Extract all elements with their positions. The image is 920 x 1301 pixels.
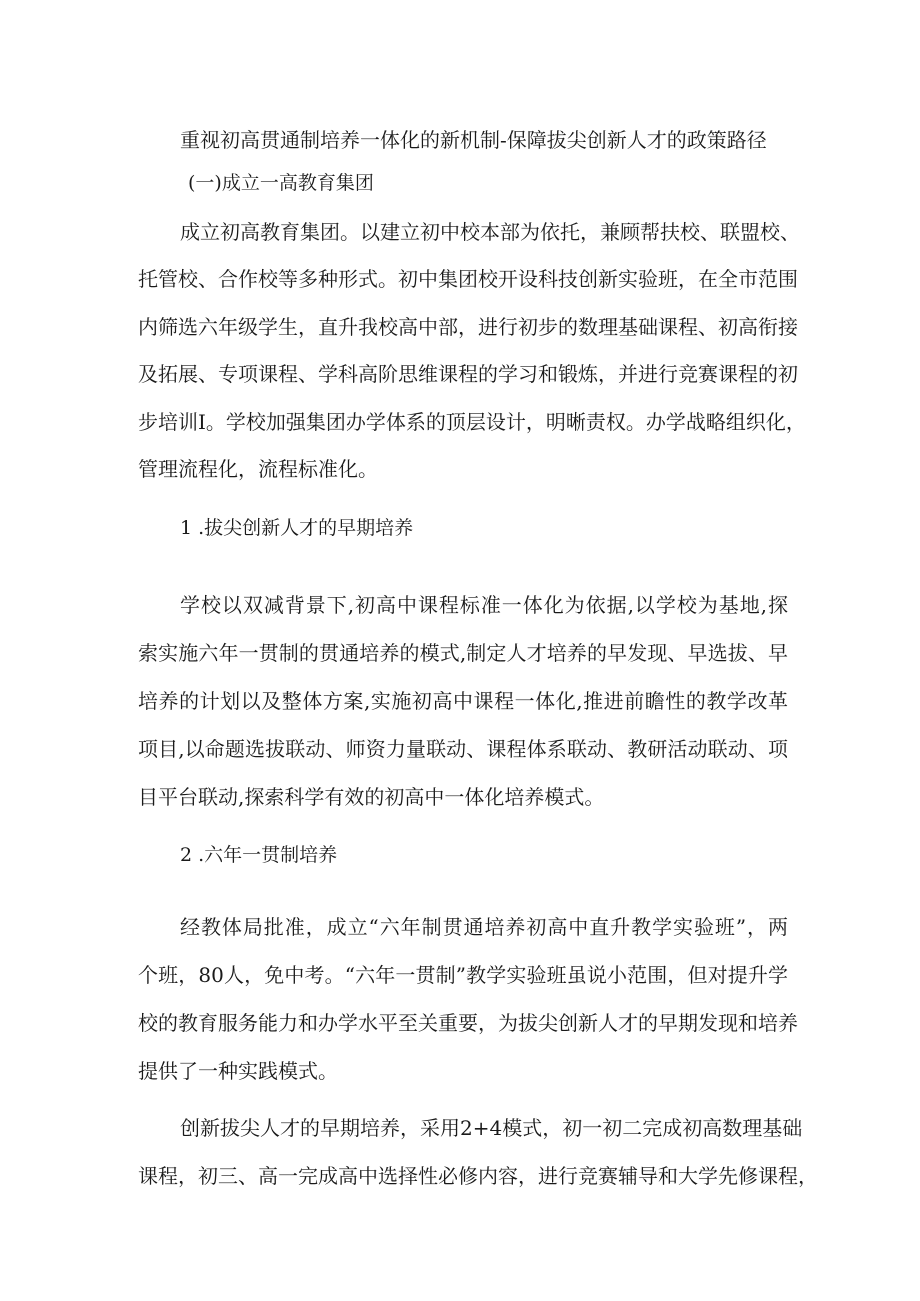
paragraph-line: 个班，80人，免中考。“六年一贯制”教学实验班虽说小范围，但对提升学 xyxy=(138,963,788,987)
document-title: 重视初高贯通制培养一体化的新机制-保障拔尖创新人才的政策路径 xyxy=(180,128,767,152)
paragraph-line: 培养的计划以及整体方案,实施初高中课程一体化,推进前瞻性的教学改革 xyxy=(138,689,788,713)
subsection-heading-2: 2 .六年一贯制培养 xyxy=(180,844,338,866)
paragraph-line: 目平台联动,探索科学有效的初高中一体化培养模式。 xyxy=(138,785,605,809)
paragraph-line: 课程，初三、高一完成高中选择性必修内容，进行竞赛辅导和大学先修课程， xyxy=(138,1164,818,1188)
paragraph-line: 管理流程化，流程标准化。 xyxy=(138,457,378,481)
paragraph-line: 成立初高教育集团。以建立初中校本部为依托，兼顾帮扶校、联盟校、 xyxy=(180,220,800,244)
paragraph-line: 内筛选六年级学生，直升我校高中部，进行初步的数理基础课程、初高衔接 xyxy=(138,315,798,339)
paragraph-line: 提供了一种实践模式。 xyxy=(138,1059,338,1083)
paragraph-line: 校的教育服务能力和办学水平至关重要，为拔尖创新人才的早期发现和培养 xyxy=(138,1011,798,1035)
paragraph-line: 创新拔尖人才的早期培养，采用2+4模式，初一初二完成初高数理基础 xyxy=(180,1116,803,1140)
paragraph-line: 经教体局批准，成立“六年制贯通培养初高中直升教学实验班”，两 xyxy=(180,915,788,939)
paragraph-line: 托管校、合作校等多种形式。初中集团校开设科技创新实验班，在全市范围 xyxy=(138,267,798,291)
paragraph-line: 及拓展、专项课程、学科高阶思维课程的学习和锻炼，并进行竞赛课程的初 xyxy=(138,362,798,386)
paragraph-line: 项目,以命题选拔联动、师资力量联动、课程体系联动、教研活动联动、项 xyxy=(138,737,788,761)
subsection-heading-1: 1 .拔尖创新人才的早期培养 xyxy=(180,517,414,539)
paragraph-line: 学校以双减背景下,初高中课程标准一体化为依据,以学校为基地,探 xyxy=(180,593,788,617)
paragraph-line: 步培训I。学校加强集团办学体系的顶层设计，明晰责权。办学战略组织化， xyxy=(138,410,806,434)
paragraph-line: 索实施六年一贯制的贯通培养的模式,制定人才培养的早发现、早选拔、早 xyxy=(138,641,788,665)
section-heading: (一)成立一高教育集团 xyxy=(188,172,374,194)
